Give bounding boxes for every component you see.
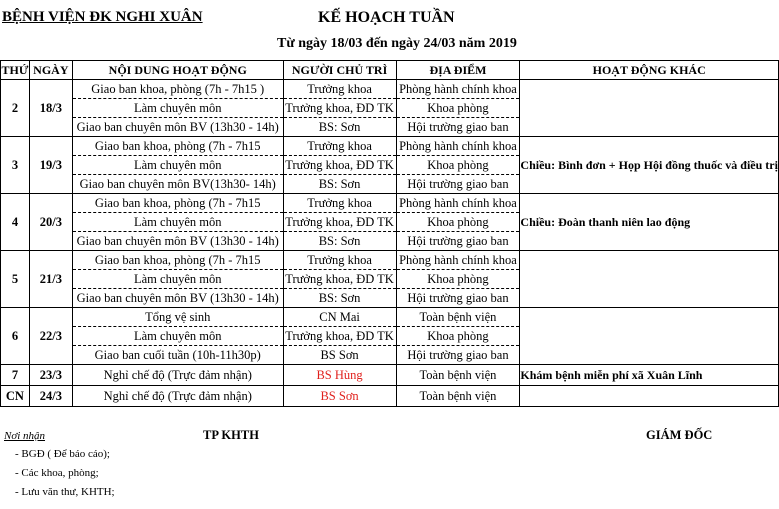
- activity-content: Giao ban khoa, phòng (7h - 7h15 ): [72, 80, 283, 99]
- other-activity: Khám bệnh miễn phí xã Xuân Lĩnh: [520, 365, 779, 386]
- other-activity: [520, 80, 779, 137]
- table-row: [1, 137, 779, 156]
- activity-content: Giao ban khoa, phòng (7h - 7h15: [72, 194, 283, 213]
- activity-content: Giao ban chuyên môn BV (13h30 - 14h): [72, 118, 283, 137]
- activity-place: Hội trường giao ban: [396, 346, 520, 365]
- activity-place: Khoa phòng: [396, 327, 520, 346]
- activity-host: Trưởng khoa, ĐD TK: [283, 213, 396, 232]
- day-thu: CN: [1, 386, 30, 407]
- activity-place: Hội trường giao ban: [396, 232, 520, 251]
- recipient-item: - BGĐ ( Để báo cáo);: [15, 448, 110, 460]
- day-thu: 4: [1, 194, 30, 251]
- day-thu: 5: [1, 251, 30, 308]
- activity-place: Hội trường giao ban: [396, 175, 520, 194]
- day-thu: 7: [1, 365, 30, 386]
- other-activity: [520, 251, 779, 308]
- activity-content: Giao ban chuyên môn BV (13h30 - 14h): [72, 232, 283, 251]
- activity-host: BS Hùng: [283, 365, 396, 386]
- activity-place: Toàn bệnh viện: [396, 386, 520, 407]
- day-thu: 3: [1, 137, 30, 194]
- col-header-ngay: NGÀY: [29, 61, 72, 80]
- activity-place: Toàn bệnh viện: [396, 365, 520, 386]
- weekly-schedule-table: [0, 60, 779, 407]
- table-row: [1, 308, 779, 327]
- col-header-other: HOẠT ĐỘNG KHÁC: [520, 61, 779, 80]
- activity-place: Phòng hành chính khoa: [396, 251, 520, 270]
- day-date: 23/3: [29, 365, 72, 386]
- activity-place: Phòng hành chính khoa: [396, 80, 520, 99]
- col-header-content: NỘI DUNG HOẠT ĐỘNG: [72, 61, 283, 80]
- activity-host: Trưởng khoa: [283, 194, 396, 213]
- activity-content: Làm chuyên môn: [72, 99, 283, 118]
- recipients-label: Nơi nhận: [4, 430, 46, 442]
- activity-place: Hội trường giao ban: [396, 118, 520, 137]
- recipient-item: - Lưu văn thư, KHTH;: [15, 486, 115, 498]
- table-row: [1, 80, 779, 99]
- other-activity: Chiều: Bình đơn + Họp Hội đồng thuốc và điều trị: [520, 137, 779, 194]
- activity-host: Trưởng khoa, ĐD TK: [283, 156, 396, 175]
- activity-host: Trưởng khoa: [283, 137, 396, 156]
- col-header-host: NGƯỜI CHỦ TRÌ: [283, 61, 396, 80]
- schedule-body: [1, 80, 779, 407]
- other-activity: [520, 386, 779, 407]
- day-date: 24/3: [29, 386, 72, 407]
- activity-place: Phòng hành chính khoa: [396, 194, 520, 213]
- other-activity: [520, 308, 779, 365]
- activity-host: Trưởng khoa, ĐD TK: [283, 270, 396, 289]
- activity-content: Tổng vệ sinh: [72, 308, 283, 327]
- activity-host: BS Sơn: [283, 346, 396, 365]
- activity-host: Trưởng khoa: [283, 80, 396, 99]
- day-thu: 6: [1, 308, 30, 365]
- activity-place: Khoa phòng: [396, 99, 520, 118]
- activity-host: Trưởng khoa, ĐD TK: [283, 327, 396, 346]
- table-row: [1, 194, 779, 213]
- activity-content: Làm chuyên môn: [72, 213, 283, 232]
- signature-tp-khth: TP KHTH: [203, 428, 259, 442]
- activity-host: BS: Sơn: [283, 175, 396, 194]
- activity-content: Giao ban khoa, phòng (7h - 7h15: [72, 137, 283, 156]
- activity-place: Toàn bệnh viện: [396, 308, 520, 327]
- activity-host: BS: Sơn: [283, 232, 396, 251]
- activity-place: Hội trường giao ban: [396, 289, 520, 308]
- activity-content: Giao ban chuyên môn BV (13h30 - 14h): [72, 289, 283, 308]
- activity-content: Làm chuyên môn: [72, 327, 283, 346]
- col-header-thu: THỨ: [1, 61, 30, 80]
- signature-director: GIÁM ĐỐC: [646, 428, 713, 442]
- activity-place: Phòng hành chính khoa: [396, 137, 520, 156]
- recipient-item: - Các khoa, phòng;: [15, 467, 99, 479]
- activity-host: BS Sơn: [283, 386, 396, 407]
- activity-content: Làm chuyên môn: [72, 156, 283, 175]
- table-row: [1, 251, 779, 270]
- date-range: Từ ngày 18/03 đến ngày 24/03 năm 2019: [277, 36, 517, 51]
- activity-content: Giao ban cuối tuần (10h-11h30p): [72, 346, 283, 365]
- day-thu: 2: [1, 80, 30, 137]
- table-row: [1, 386, 779, 407]
- hospital-name: BỆNH VIỆN ĐK NGHI XUÂN: [2, 9, 203, 25]
- day-date: 21/3: [29, 251, 72, 308]
- table-row: [1, 365, 779, 386]
- col-header-place: ĐỊA ĐIỂM: [396, 61, 520, 80]
- activity-place: Khoa phòng: [396, 270, 520, 289]
- activity-content: Giao ban chuyên môn BV(13h30- 14h): [72, 175, 283, 194]
- plan-title: KẾ HOẠCH TUẦN: [318, 9, 455, 26]
- other-activity: Chiều: Đoàn thanh niên lao động: [520, 194, 779, 251]
- day-date: 20/3: [29, 194, 72, 251]
- activity-host: CN Mai: [283, 308, 396, 327]
- activity-host: Trưởng khoa: [283, 251, 396, 270]
- day-date: 22/3: [29, 308, 72, 365]
- day-date: 18/3: [29, 80, 72, 137]
- activity-place: Khoa phòng: [396, 156, 520, 175]
- activity-content: Giao ban khoa, phòng (7h - 7h15: [72, 251, 283, 270]
- activity-content: Làm chuyên môn: [72, 270, 283, 289]
- activity-host: BS: Sơn: [283, 289, 396, 308]
- activity-host: Trưởng khoa, ĐD TK: [283, 99, 396, 118]
- activity-place: Khoa phòng: [396, 213, 520, 232]
- activity-content: Nghỉ chế độ (Trực đảm nhận): [72, 386, 283, 407]
- activity-content: Nghỉ chế độ (Trực đảm nhận): [72, 365, 283, 386]
- day-date: 19/3: [29, 137, 72, 194]
- activity-host: BS: Sơn: [283, 118, 396, 137]
